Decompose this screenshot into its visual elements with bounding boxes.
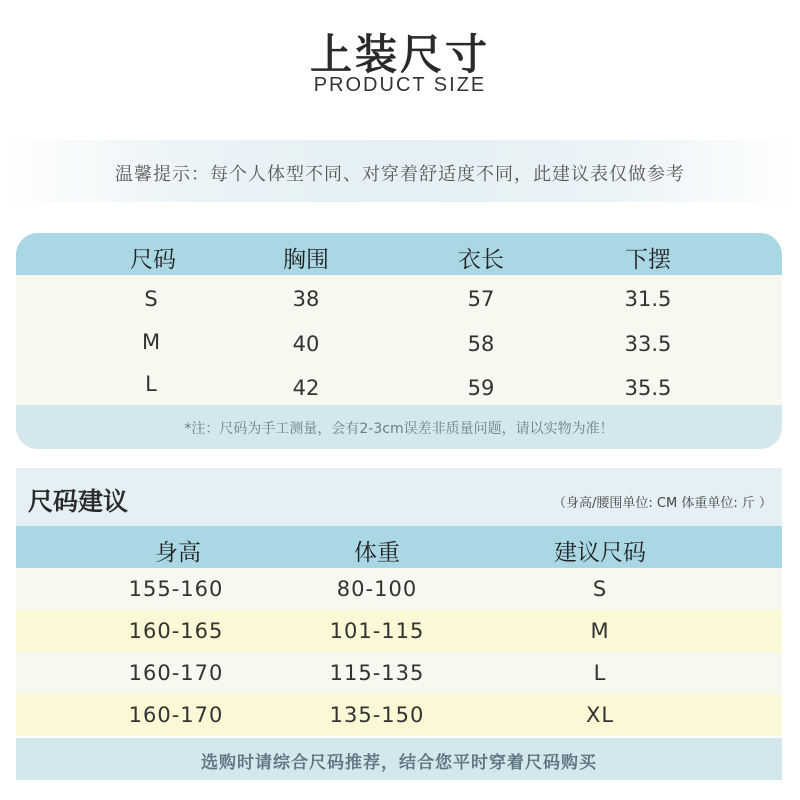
cell-chest: 42 xyxy=(292,376,320,400)
cell-height: 155-160 xyxy=(128,577,224,601)
cell-length: 57 xyxy=(467,287,495,311)
column-header-weight: 体重 xyxy=(354,540,400,566)
cell-hem: 35.5 xyxy=(624,376,672,400)
cell-length: 59 xyxy=(467,376,495,400)
table-row xyxy=(16,610,782,652)
column-header-size: 尺码 xyxy=(130,247,176,273)
purchase-advice: 选购时请综合尺码推荐，结合您平时穿着尺码购买 xyxy=(201,753,597,773)
cell-size: XL xyxy=(585,703,615,727)
cell-length: 58 xyxy=(467,332,495,356)
units-note: （身高/腰围单位: CM 体重单位: 斤 ） xyxy=(553,496,772,511)
column-header-length: 衣长 xyxy=(458,247,504,273)
column-header-height: 身高 xyxy=(155,540,201,566)
column-header-chest: 胸围 xyxy=(283,247,329,273)
cell-chest: 40 xyxy=(292,332,320,356)
cell-height: 160-165 xyxy=(128,619,224,643)
table-row xyxy=(16,652,782,694)
cell-weight: 135-150 xyxy=(329,703,425,727)
size-table xyxy=(16,233,782,449)
cell-size: M xyxy=(141,330,161,354)
page-subtitle: PRODUCT SIZE xyxy=(313,74,487,96)
cell-weight: 101-115 xyxy=(329,619,425,643)
page-title: 上装尺寸 xyxy=(309,30,490,79)
column-header-recommended-size: 建议尺码 xyxy=(554,540,646,566)
recommend-table-header xyxy=(16,526,782,568)
table-row xyxy=(16,568,782,610)
cell-size: S xyxy=(592,577,608,601)
recommend-title: 尺码建议 xyxy=(28,487,129,516)
cell-size: M xyxy=(590,619,610,643)
cell-weight: 115-135 xyxy=(329,661,425,685)
cell-height: 160-170 xyxy=(128,661,224,685)
cell-size: L xyxy=(145,372,157,396)
cell-hem: 31.5 xyxy=(624,287,672,311)
cell-weight: 80-100 xyxy=(336,577,418,601)
cell-chest: 38 xyxy=(292,287,320,311)
table-row xyxy=(16,694,782,736)
cell-hem: 33.5 xyxy=(624,332,672,356)
cell-size: L xyxy=(593,661,607,685)
cell-size: S xyxy=(144,287,158,311)
size-table-header xyxy=(16,233,782,275)
cell-height: 160-170 xyxy=(128,703,224,727)
column-header-hem: 下摆 xyxy=(625,247,671,273)
tip-text: 温馨提示：每个人体型不同、对穿着舒适度不同，此建议表仅做参考 xyxy=(115,164,685,185)
measurement-note: *注：尺码为手工测量，会有2-3cm误差非质量问题，请以实物为准！ xyxy=(184,421,614,437)
